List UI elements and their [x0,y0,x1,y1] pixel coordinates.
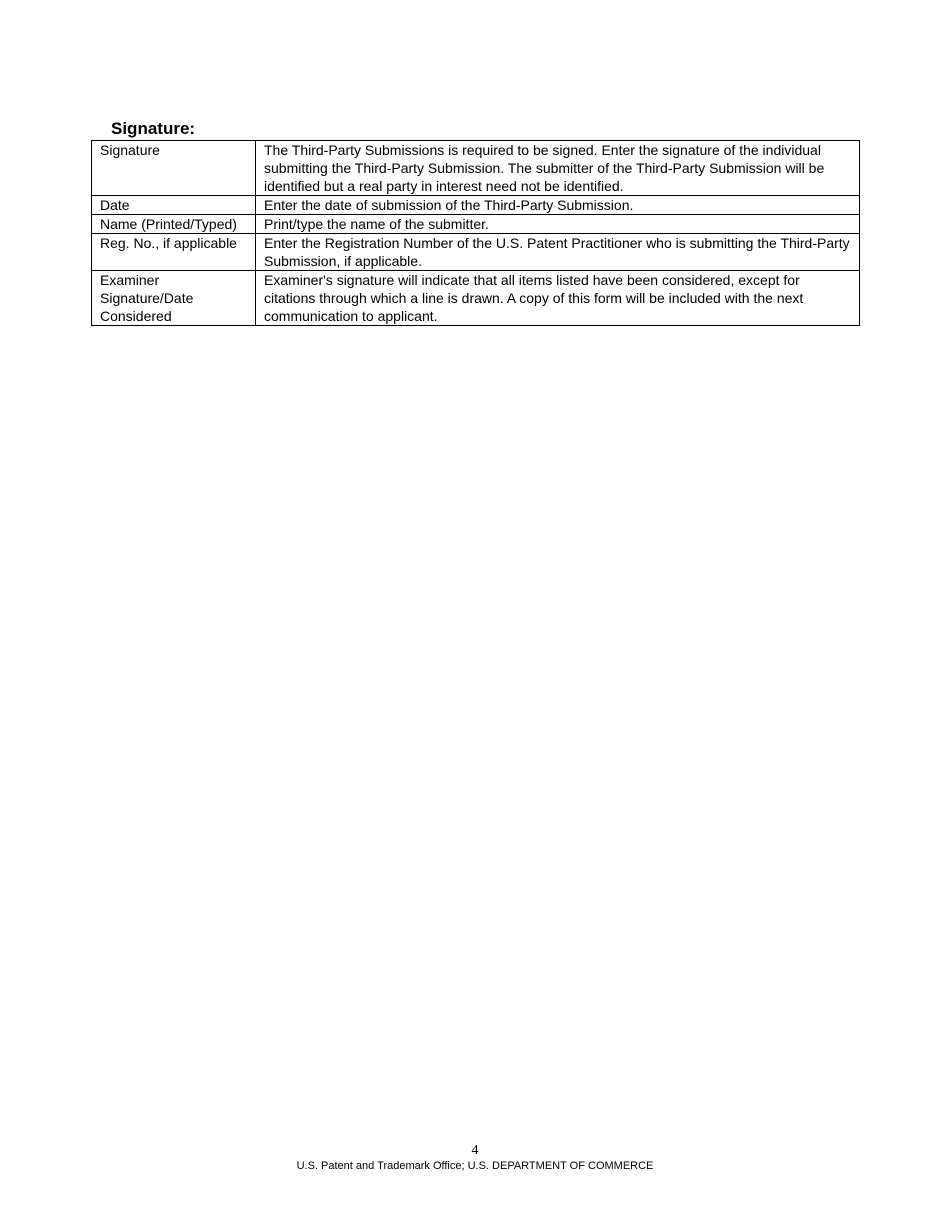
table-row [92,215,860,234]
signature-instructions-table [91,140,860,326]
footer-agency: U.S. Patent and Trademark Office; U.S. DEPARTMENT OF COMMERCE [296,1160,654,1172]
field-name-cell: Name (Printed/Typed) [92,215,256,234]
field-description-cell: Enter the Registration Number of the U.S. Patent Practitioner who is submitting the Third-Party Submission, if applicable. [256,234,860,271]
field-name-cell: Signature [92,141,256,196]
field-description-cell: Print/type the name of the submitter. [256,215,860,234]
table-row [92,196,860,215]
field-name-cell: Reg. No., if applicable [92,234,256,271]
table-row [92,271,860,326]
field-description-cell: Enter the date of submission of the Third-Party Submission. [256,196,860,215]
field-name-cell: Date [92,196,256,215]
page-number: 4 [471,1143,479,1158]
table-row [92,234,860,271]
field-name-cell: Examiner Signature/Date Considered [92,271,256,326]
table-row [92,141,860,196]
section-heading: Signature: [111,119,196,138]
field-description-cell: The Third-Party Submissions is required to be signed. Enter the signature of the individual submitting the Third-Party Submission. The submitter of the Third-Party Submission will be identified but a real party in interest need not be identified. [256,141,860,196]
field-description-cell: Examiner's signature will indicate that all items listed have been considered, except for citations through which a line is drawn. A copy of this form will be included with the next communication to applicant. [256,271,860,326]
